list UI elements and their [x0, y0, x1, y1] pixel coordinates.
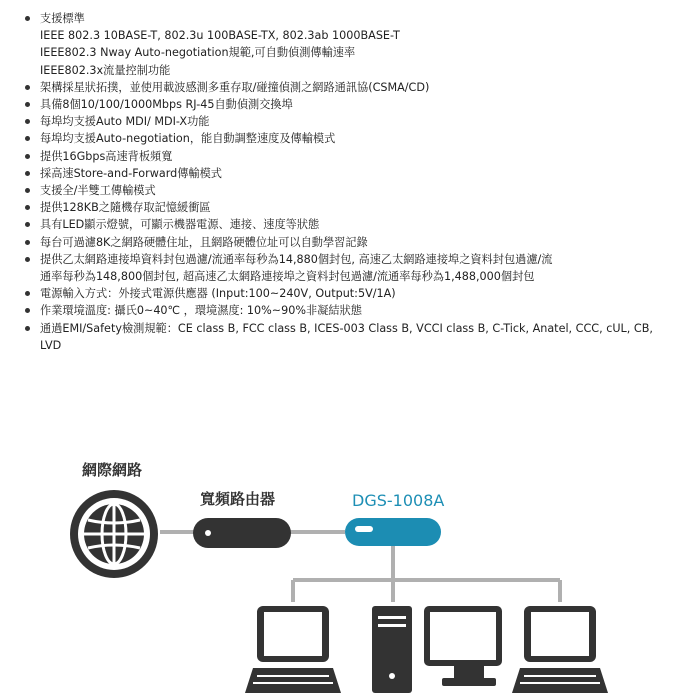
spec-line: 具備8個10/100/1000Mbps RJ-45自動偵測交換埠 [40, 98, 293, 112]
spec-item [24, 148, 679, 165]
spec-line: 採高速Store-and-Forward傳輸模式 [40, 166, 222, 180]
bullet-icon [25, 102, 30, 107]
bullet-icon [25, 326, 30, 331]
spec-line: 支援全/半雙工傳輸模式 [40, 184, 156, 198]
bullet-icon [25, 188, 30, 193]
bullet-icon [25, 222, 30, 227]
spec-item [24, 320, 679, 354]
spec-line: IEEE802.3x流量控制功能 [40, 63, 171, 77]
diagram-graphics [0, 440, 693, 693]
spec-line: 架構採星狀拓撲，並使用載波感測多重存取/碰撞偵測之網路通訊協(CSMA/CD) [40, 80, 430, 94]
spec-line: IEEE802.3 Nway Auto-negotiation規範,可自動偵測傳輸速率 [40, 46, 356, 60]
switch-label: DGS-1008A [352, 491, 445, 510]
spec-line: 通過EMI/Safety檢測規範：CE class B, FCC class B, ICES-003 Class B, VCCI class B, C-Tick, Anatel, CCC, cUL, CB, [40, 321, 653, 335]
network-diagram [0, 440, 693, 693]
bullet-icon [25, 85, 30, 90]
spec-item [24, 79, 679, 96]
bullet-icon [25, 291, 30, 296]
switch-icon [345, 518, 441, 546]
spec-item [24, 10, 679, 79]
spec-item [24, 165, 679, 182]
bullet-icon [25, 16, 30, 21]
spec-line: 具有LED顯示燈號，可顯示機器電源、連接、速度等狀態 [40, 218, 320, 232]
bullet-icon [25, 240, 30, 245]
spec-line: IEEE 802.3 10BASE-T, 802.3u 100BASE-TX, 802.3ab 1000BASE-T [40, 29, 400, 43]
spec-line: 作業環境溫度: 攝氏0~40℃ ，環境濕度: 10%~90%非凝結狀態 [40, 304, 362, 318]
spec-item [24, 113, 679, 130]
desktop-icon [372, 606, 502, 693]
router-label: 寬頻路由器 [200, 490, 276, 508]
spec-line: 每埠均支援Auto MDI/ MDI-X功能 [40, 115, 210, 129]
spec-line: 提供16Gbps高速背板頻寬 [40, 149, 173, 163]
spec-line: 通率每秒為148,800個封包, 超高速乙太網路連接埠之資料封包過濾/流通率每秒為1,488,000個封包 [40, 270, 535, 284]
spec-item [24, 285, 679, 302]
bullet-icon [25, 205, 30, 210]
bullet-icon [25, 154, 30, 159]
spec-item [24, 199, 679, 216]
bullet-icon [25, 171, 30, 176]
spec-line: 每埠均支援Auto-negotiation，能自動調整速度及傳輸模式 [40, 132, 336, 146]
spec-item [24, 130, 679, 147]
laptop-icon [245, 606, 341, 693]
spec-line: 提供乙太網路連接埠資料封包過濾/流通率每秒為14,880個封包, 高速乙太網路連接埠之資料封包過濾/流 [40, 252, 553, 266]
spec-item [24, 302, 679, 319]
bullet-icon [25, 136, 30, 141]
spec-item [24, 216, 679, 233]
internet-label: 網際網路 [82, 461, 143, 479]
laptop-icon [512, 606, 608, 693]
spec-line: 提供128KB之隨機存取記憶緩衝區 [40, 201, 211, 215]
spec-list [24, 10, 679, 354]
spec-line: 支援標準 [40, 12, 85, 25]
router-icon [193, 518, 291, 548]
spec-item [24, 96, 679, 113]
bullet-icon [25, 119, 30, 124]
bullet-icon [25, 257, 30, 262]
bullet-icon [25, 308, 30, 313]
spec-item [24, 182, 679, 199]
spec-item [24, 251, 679, 285]
spec-item [24, 234, 679, 251]
spec-line: 每台可過濾8K之網路硬體住址，且網路硬體位址可以自動學習記錄 [40, 235, 368, 249]
spec-line: LVD [40, 338, 62, 352]
spec-line: 電源輸入方式：外接式電源供應器 (Input:100~240V, Output:5V/1A) [40, 287, 396, 301]
globe-icon [70, 490, 158, 578]
